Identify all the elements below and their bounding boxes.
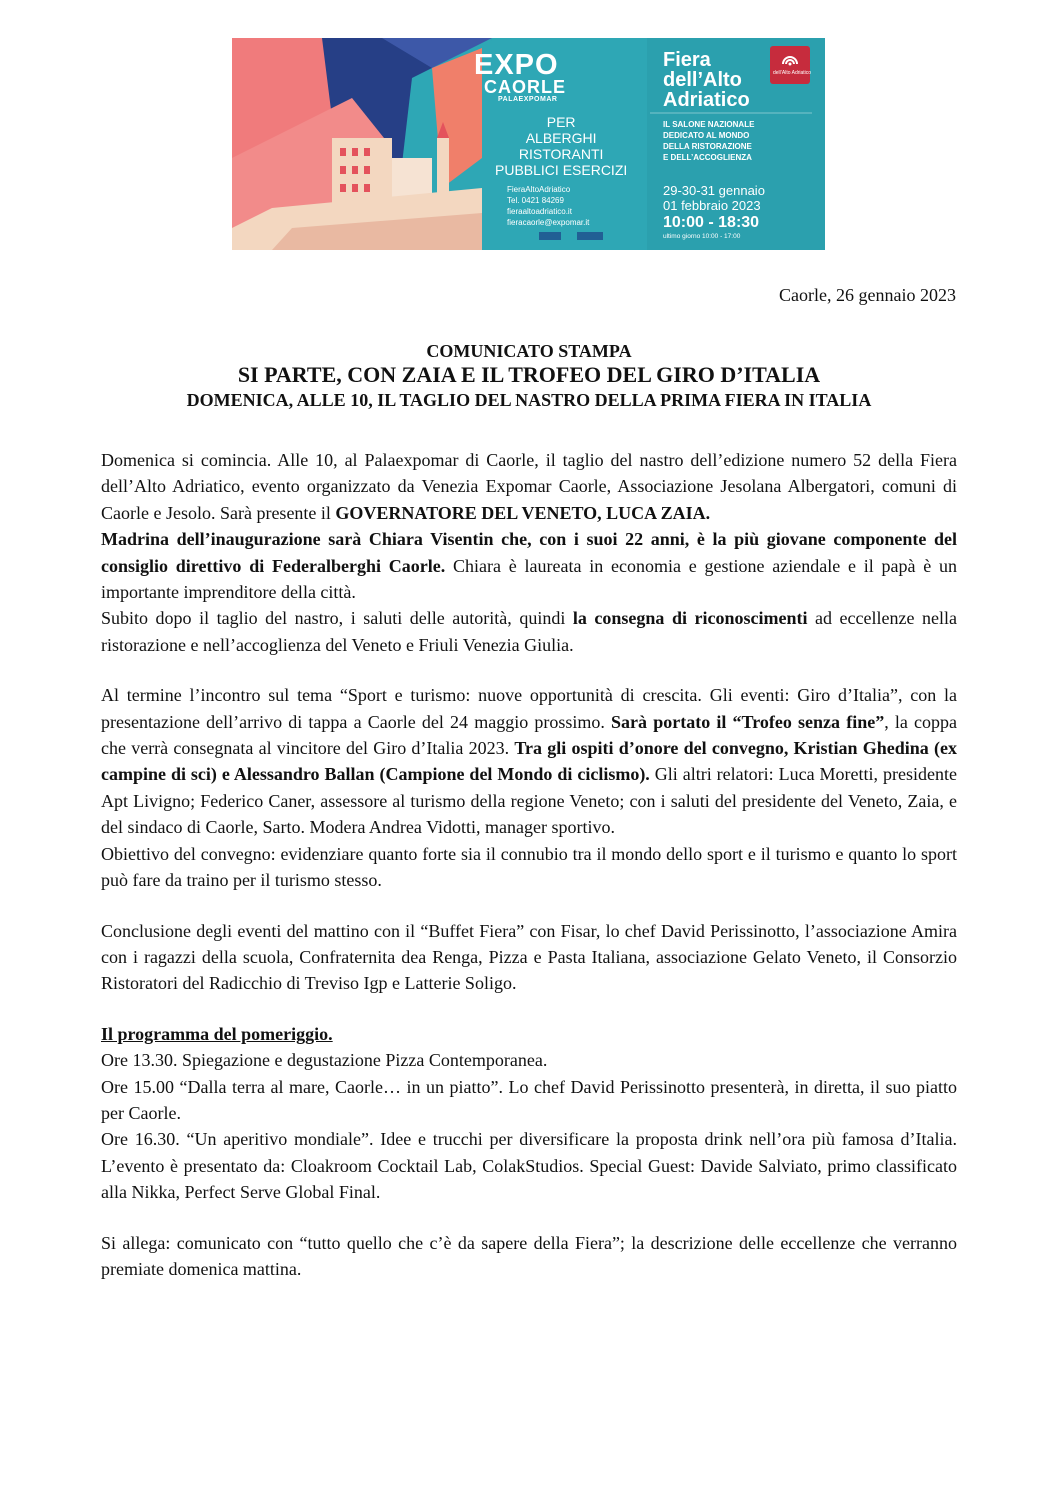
paragraph xyxy=(101,605,957,658)
program-item: Ore 13.30. Spiegazione e degustazione Pizza Contemporanea. xyxy=(101,1050,548,1071)
document-date: Caorle, 26 gennaio 2023 xyxy=(779,285,956,305)
paragraph-bold-text: la consegna di riconoscimenti xyxy=(572,608,808,629)
banner-contacts xyxy=(507,184,589,228)
banner-per-line: ALBERGHI xyxy=(525,130,597,146)
paragraph xyxy=(101,682,957,840)
banner-contact-line: FieraAltoAdriatico xyxy=(507,185,571,194)
banner-contact-line: fieracaorle@expomar.it xyxy=(507,218,590,227)
paragraph-text: Chiara è laureata in economia e gestione aziendale e il papà è un importante imprenditore della città. xyxy=(101,555,957,603)
press-release-heading xyxy=(0,340,1058,412)
banner-salone-line: DELLA RISTORAZIONE xyxy=(663,142,752,151)
sponsor-logo xyxy=(539,232,561,240)
paragraph-text: Subito dopo il taglio del nastro, i saluti delle autorità, quindi xyxy=(101,608,573,629)
sponsor-logo xyxy=(577,232,603,240)
banner-dates xyxy=(663,183,765,213)
banner-expo-text: EXPO xyxy=(474,49,559,81)
banner-date-line: 01 febbraio 2023 xyxy=(663,198,761,213)
banner-fiera-line: dell’Alto xyxy=(663,69,742,91)
paragraph-bold-text: Madrina dell’inaugurazione sarà Chiara Visentin che, con i suoi 22 anni, è la più giovane componente del consiglio direttivo di Federalberghi Caorle. xyxy=(101,529,957,576)
banner-hours: 10:00 - 18:30 xyxy=(663,214,760,231)
paragraph-bold-text: Sarà portato il “Trofeo senza fine” xyxy=(611,711,885,732)
banner-caorle-text: CAORLE xyxy=(484,77,566,97)
program-item: Ore 15.00 “Dalla terra al mare, Caorle… in un piatto”. Lo chef David Perissinotto presenterà, in diretta, il suo piatto per Caorle. xyxy=(101,1076,957,1123)
banner-salone-text xyxy=(663,119,754,163)
paragraph-text: ad eccellenze nella ristorazione e nell’accoglienza del Veneto e Friuli Venezia Giulia. xyxy=(101,608,957,655)
heading-title: SI PARTE, CON ZAIA E IL TROFEO DEL GIRO D’ITALIA xyxy=(237,362,821,387)
fiera-logo-label: dell’Alto Adriatico xyxy=(773,70,812,76)
banner-per-line: PUBBLICI ESERCIZI xyxy=(495,162,628,178)
paragraph-text: , la coppa che verrà consegnata al vincitore del Giro d’Italia 2023. xyxy=(101,711,958,759)
paragraph-text: Domenica si comincia. Alle 10, al Palaexpomar di Caorle, il taglio del nastro dell’edizione numero 52 della Fiera dell’Alto Adriatico, evento organizzato da Venezia Expomar Caorle, Associazione Jesolana Albergatori, comuni di Caorle e Jesolo. Sarà presente il xyxy=(101,450,957,523)
paragraph-text: Gli altri relatori: Luca Moretti, presidente Apt Livigno; Federico Caner, assessore al turismo della regione Veneto; con i saluti del presidente del Veneto, Zaia, e del sindaco di Caorle, Sarto. Modera Andrea Vidotti, manager sportivo. xyxy=(101,764,957,838)
banner-contact-line: fieraaltoadriatico.it xyxy=(507,207,572,216)
paragraph xyxy=(101,447,957,526)
banner-per-line: RISTORANTI xyxy=(518,146,604,162)
paragraph: Obiettivo del convegno: evidenziare quanto forte sia il connubio tra il mondo dello sport e il turismo e quanto lo sport può fare da traino per il turismo stesso. xyxy=(101,843,957,891)
banner-palaexpomar-text: PALAEXPOMAR xyxy=(498,96,558,103)
banner-salone-line: IL SALONE NAZIONALE xyxy=(663,120,755,129)
expo-banner xyxy=(232,38,825,250)
heading-label: COMUNICATO STAMPA xyxy=(426,341,632,361)
program-title xyxy=(101,1021,957,1047)
fiera-logo-icon xyxy=(781,50,799,66)
fiera-logo xyxy=(770,46,810,84)
paragraph-bold-text: GOVERNATORE DEL VENETO, LUCA ZAIA. xyxy=(335,502,711,523)
banner-fiera-line: Adriatico xyxy=(663,89,750,111)
banner-per-line: PER xyxy=(546,114,576,130)
program-item: Ore 16.30. “Un aperitivo mondiale”. Idee e trucchi per diversificare la proposta drink nell’ora più famosa d’Italia. L’evento è presentato da: Cloakroom Cocktail Lab, ColakStudios. Special Guest: Davide Salviato, primo classificato alla Nikka, Perfect Serve Global Final. xyxy=(101,1129,957,1203)
banner-contact-line: Tel. 0421 84269 xyxy=(507,196,564,205)
program-title-text: Il programma del pomeriggio. xyxy=(101,1023,333,1044)
paragraph: Conclusione degli eventi del mattino con il “Buffet Fiera” con Fisar, lo chef David Perissinotto, l’associazione Amira con i ragazzi della scuola, Confraternita dea Renga, Pizza e Pasta Italiana, associazione Gelato Veneto, il Consorzio Ristoratori del Radicchio di Treviso Igp e Latterie Soligo. xyxy=(101,920,957,994)
banner-last-day: ultimo giorno 10:00 - 17:00 xyxy=(663,233,741,240)
banner-salone-line: E DELL’ACCOGLIENZA xyxy=(663,153,752,162)
paragraph: Si allega: comunicato con “tutto quello che c’è da sapere della Fiera”; la descrizione delle eccellenze che verranno premiate domenica mattina. xyxy=(101,1232,957,1279)
banner-date-line: 29-30-31 gennaio xyxy=(663,183,765,198)
banner-salone-line: DEDICATO AL MONDO xyxy=(663,131,750,140)
banner-fiera-title xyxy=(663,50,750,110)
paragraph-text: Al termine l’incontro sul tema “Sport e turismo: nuove opportunità di crescita. Gli eventi: Giro d’Italia”, con la presentazione dell’arrivo di tappa a Caorle del 24 maggio prossimo. xyxy=(101,685,957,732)
banner-fiera-line: Fiera xyxy=(663,49,711,71)
banner-target-list xyxy=(495,114,627,178)
heading-subtitle: DOMENICA, ALLE 10, IL TAGLIO DEL NASTRO DELLA PRIMA FIERA IN ITALIA xyxy=(186,390,872,410)
paragraph-bold-text: Tra gli ospiti d’onore del convegno, Kristian Ghedina (ex campine di sci) e Alessandro Ballan (Campione del Mondo di ciclismo). xyxy=(101,738,958,785)
paragraph xyxy=(101,526,957,605)
document-body xyxy=(101,447,957,1282)
